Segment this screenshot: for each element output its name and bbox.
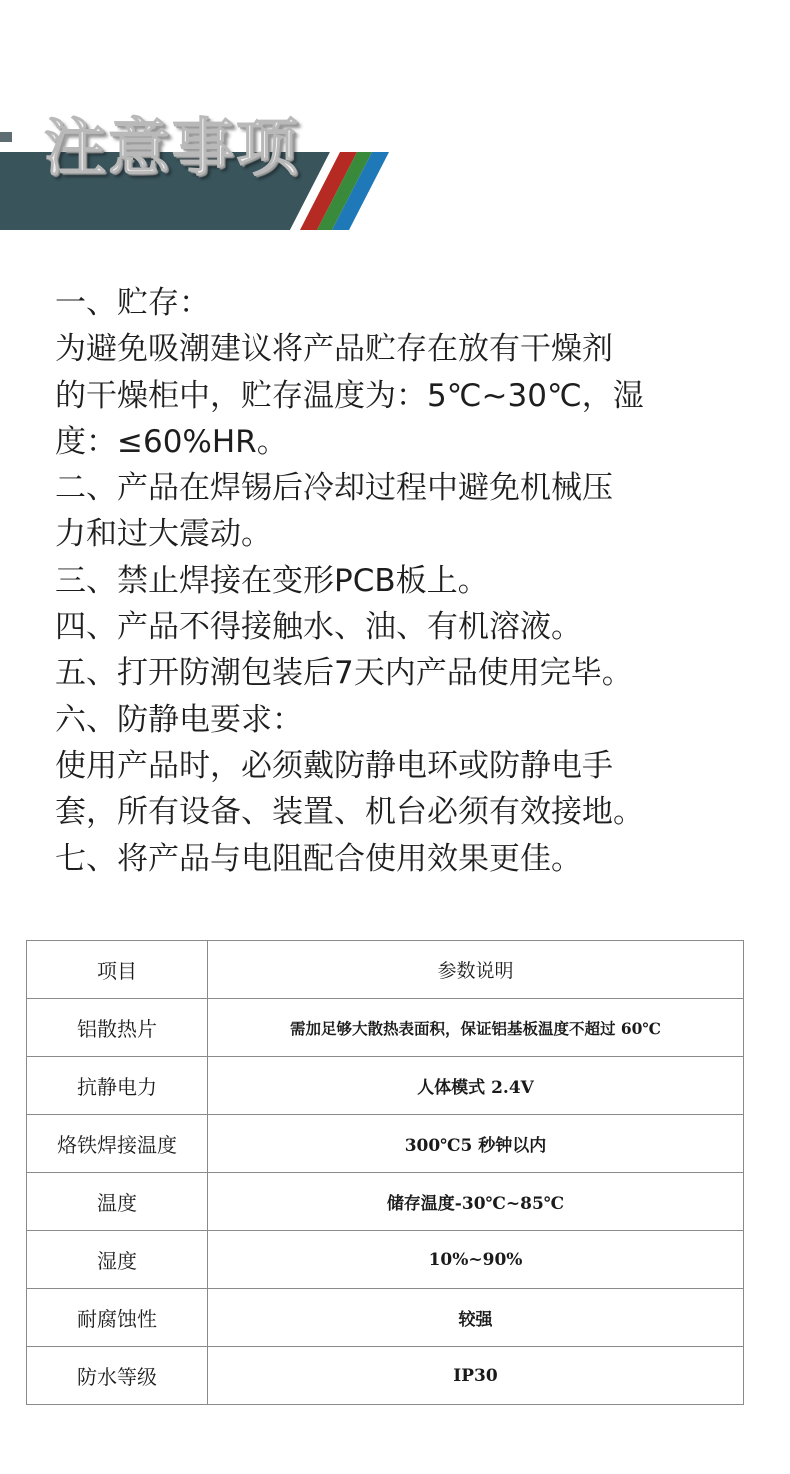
note-line: 二、产品在焊锡后冷却过程中避免机械压: [55, 470, 613, 507]
banner-title: 注意事项: [44, 111, 301, 184]
note-line: 四、产品不得接触水、油、有机溶液。: [55, 609, 582, 646]
row-value: IP30: [208, 1347, 744, 1405]
header-param: 参数说明: [208, 941, 744, 999]
row-key: 防水等级: [27, 1347, 208, 1405]
table-row: [27, 1231, 744, 1289]
row-value: 储存温度-30℃~85℃: [208, 1173, 744, 1231]
table-row: [27, 1347, 744, 1405]
table-header-row: [27, 941, 744, 999]
row-key: 抗静电力: [27, 1057, 208, 1115]
table-row: [27, 1173, 744, 1231]
row-value: 人体模式 2.4V: [208, 1057, 744, 1115]
row-key: 湿度: [27, 1231, 208, 1289]
note-line: 六、防静电要求：: [55, 701, 303, 738]
banner-bullet: [0, 132, 12, 142]
note-line: 七、将产品与电阻配合使用效果更佳。: [55, 840, 582, 877]
row-key: 铝散热片: [27, 999, 208, 1057]
note-line: 使用产品时，必须戴防静电环或防静电手: [55, 747, 613, 784]
row-value: 10%~90%: [208, 1231, 744, 1289]
notes-text: [55, 280, 775, 882]
row-value: 较强: [208, 1289, 744, 1347]
row-key: 温度: [27, 1173, 208, 1231]
note-line: 力和过大震动。: [55, 516, 272, 553]
section-banner: [0, 90, 400, 240]
table-row: [27, 999, 744, 1057]
note-line: 三、禁止焊接在变形PCB板上。: [55, 562, 489, 599]
row-value: 300℃5 秒钟以内: [208, 1115, 744, 1173]
row-value: 需加足够大散热表面积，保证铝基板温度不超过 60℃: [208, 999, 744, 1057]
spec-table: [26, 940, 744, 1405]
note-line: 度：≤60%HR。: [55, 423, 288, 460]
note-line: 为避免吸潮建议将产品贮存在放有干燥剂: [55, 331, 613, 368]
table-row: [27, 1289, 744, 1347]
row-key: 烙铁焊接温度: [27, 1115, 208, 1173]
header-item: 项目: [27, 941, 208, 999]
note-line: 套，所有设备、装置、机台必须有效接地。: [55, 794, 644, 831]
row-key: 耐腐蚀性: [27, 1289, 208, 1347]
table-row: [27, 1057, 744, 1115]
note-line: 一、贮存：: [55, 285, 210, 321]
note-line: 的干燥柜中，贮存温度为：5℃~30℃，湿: [55, 377, 644, 414]
table-row: [27, 1115, 744, 1173]
note-line: 五、打开防潮包装后7天内产品使用完毕。: [55, 655, 633, 692]
